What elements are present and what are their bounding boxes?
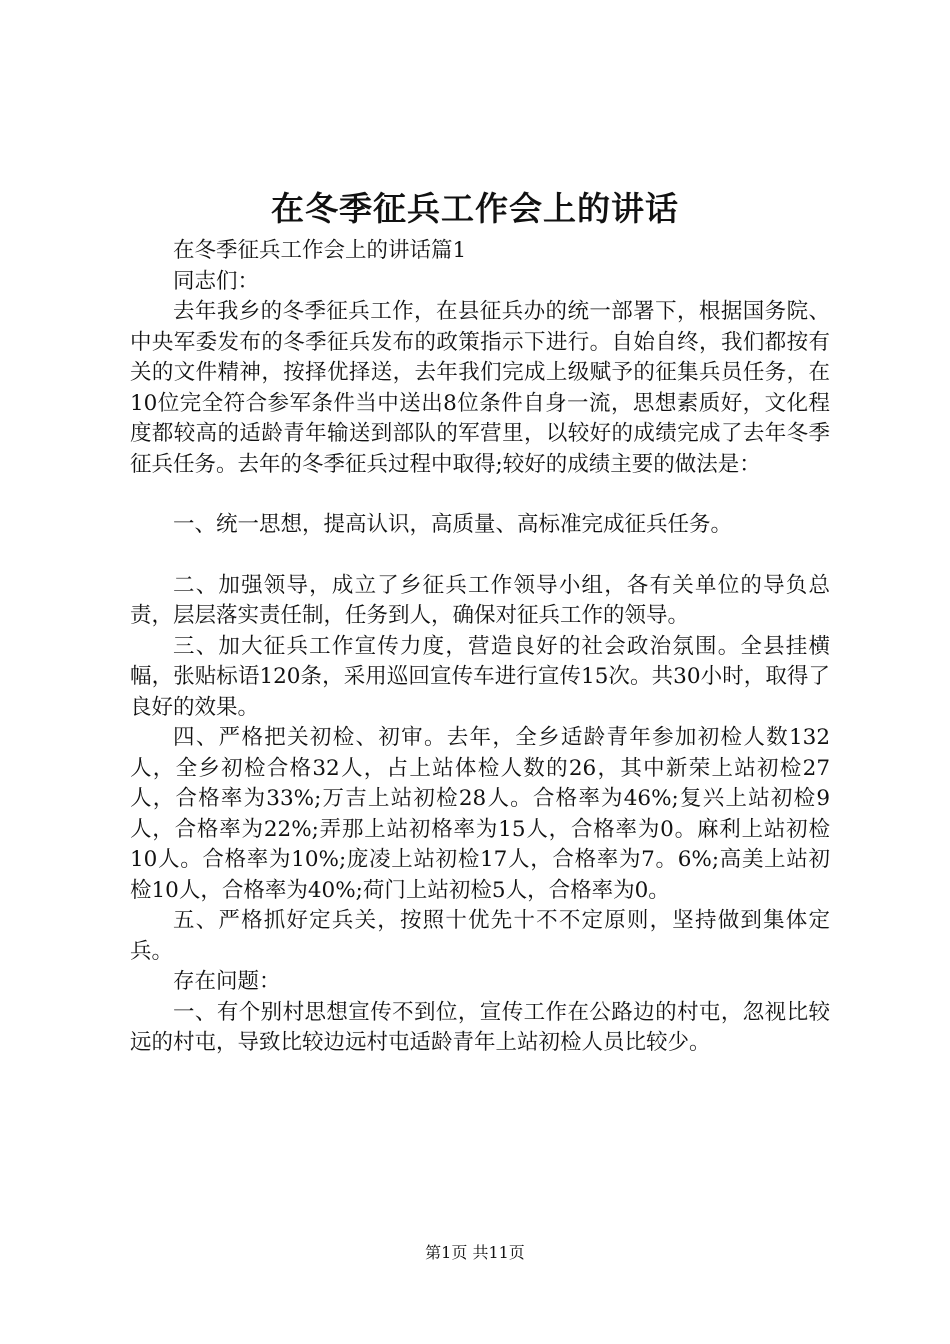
paragraph-point-5: 五、严格抓好定兵关，按照十优先十不不定原则，坚持做到集体定兵。 (130, 908, 830, 964)
paragraph-intro: 去年我乡的冬季征兵工作，在县征兵办的统一部署下，根据国务院、中央军委发布的冬季征兵发布的政策指示下进行。自始自终，我们都按有关的文件精神，按择优择送，去年我们完成上级赋予的征集兵员任务，在10位完全符合参军条件当中送出8位条件自身一流，思想素质好，文化程度都较高的适龄青年输送到部队的军营里，以较好的成绩完成了去年冬季征兵任务。去年的冬季征兵过程中取得;较好的成绩主要的做法是： (130, 299, 830, 477)
section-heading: 在冬季征兵工作会上的讲话篇1 (173, 238, 467, 263)
document-body (130, 236, 830, 1059)
document-title: 在冬季征兵工作会上的讲话 (271, 189, 679, 228)
salutation: 同志们： (173, 268, 260, 294)
paragraph-problem-1: 一、有个别村思想宣传不到位，宣传工作在公路边的村屯，忽视比较远的村屯，导致比较边远村屯适龄青年上站初检人员比较少。 (130, 999, 830, 1055)
paragraph-point-2: 二、加强领导，成立了乡征兵工作领导小组，各有关单位的导负总责，层层落实责任制，任务到人，确保对征兵工作的领导。 (130, 572, 830, 628)
problems-heading: 存在问题： (173, 969, 281, 994)
paragraph-point-3: 三、加大征兵工作宣传力度，营造良好的社会政治氛围。全县挂横幅，张贴标语120条，采用巡回宣传车进行宣传15次。共30小时，取得了良好的效果。 (130, 633, 830, 720)
paragraph-point-1: 一、统一思想，提高认识，高质量、高标准完成征兵任务。 (173, 512, 733, 537)
paragraph-point-4: 四、严格把关初检、初审。去年，全乡适龄青年参加初检人数132人，全乡初检合格32人，占上站体检人数的26，其中新荣上站初检27人，合格率为33%;万吉上站初检28人。合格率为46%;复兴上站初检9人，合格率为22%;弄那上站初格率为15人，合格率为0。麻利上站初检10人。合格率为10%;庞凌上站初检17人，合格率为7。6%;高美上站初检10人，合格率为40%;荷门上站初检5人，合格率为0。 (130, 725, 830, 903)
page-number-footer: 第1页 共11页 (425, 1243, 525, 1262)
